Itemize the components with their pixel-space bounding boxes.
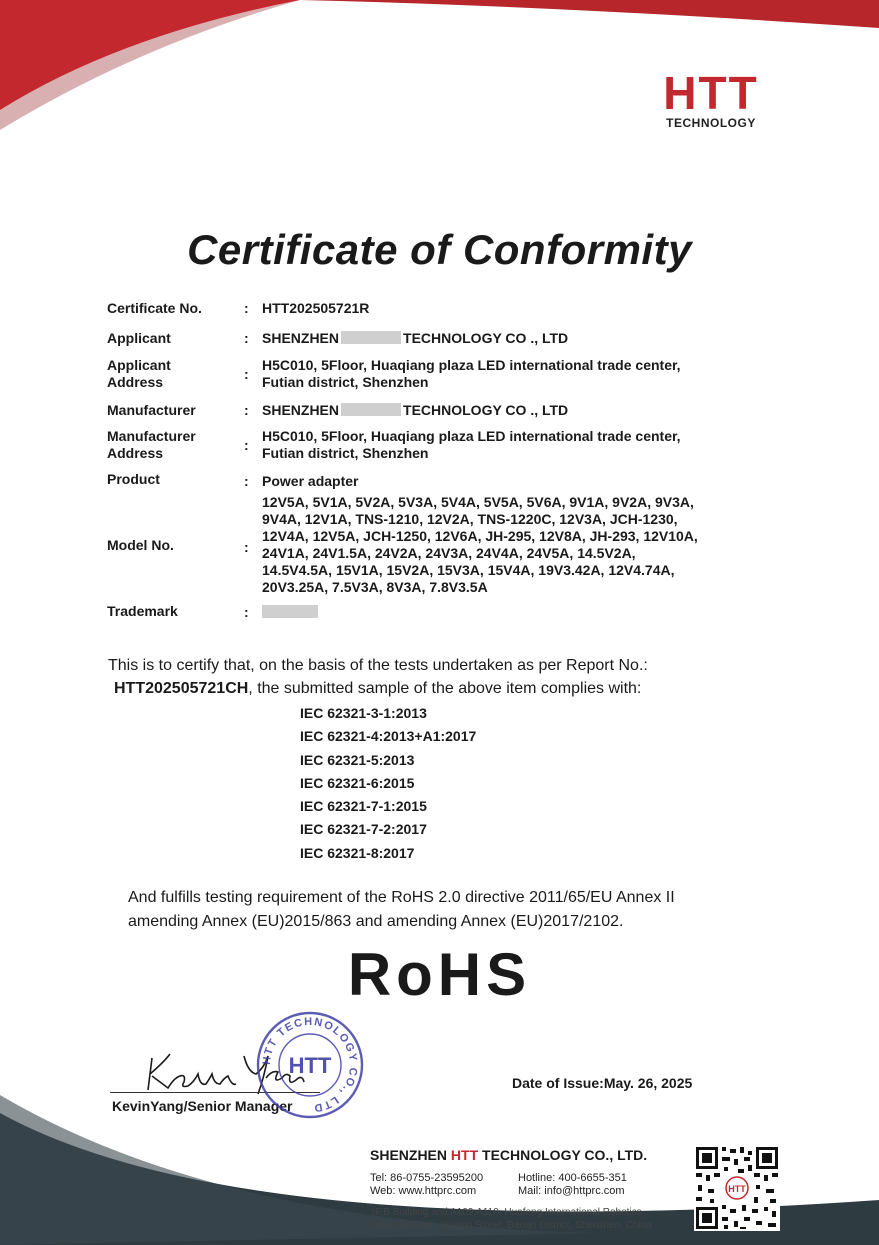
footer-hotline: Hotline: 400-6655-351 xyxy=(518,1172,627,1184)
standard-item: IEC 62321-3-1:2013 xyxy=(300,705,427,721)
footer-address-2: Industrial Park, Xixiang Street, Baoan District, Shenzhen, China xyxy=(370,1220,652,1231)
cert-no-value: HTT202505721R xyxy=(262,300,370,316)
colon: : xyxy=(244,402,249,418)
redaction-block xyxy=(341,331,401,344)
trademark-value xyxy=(262,604,762,621)
trademark-label: Trademark xyxy=(107,603,178,619)
redaction-block xyxy=(262,605,318,618)
label-line: Applicant xyxy=(107,357,171,373)
model-no-value xyxy=(262,494,762,596)
colon: : xyxy=(244,330,249,346)
company-stamp xyxy=(255,1010,365,1120)
standards-list xyxy=(300,702,476,865)
qr-code xyxy=(694,1145,780,1231)
logo-main-text: HTT xyxy=(663,67,759,119)
footer-tel: Tel: 86-0755-23595200 xyxy=(370,1172,484,1184)
address-line: H5C010, 5Floor, Huaqiang plaza LED international trade center, xyxy=(262,428,681,444)
signer-name: KevinYang/Senior Manager xyxy=(112,1098,293,1114)
qr-center-logo: HTT xyxy=(728,1184,746,1194)
standard-item: IEC 62321-7-2:2017 xyxy=(300,821,427,838)
applicant-suffix: TECHNOLOGY CO ., LTD xyxy=(403,330,569,346)
colon: : xyxy=(244,366,249,382)
rohs-logo: RoHS xyxy=(347,941,532,1008)
product-label: Product xyxy=(107,471,160,487)
manufacturer-address-value xyxy=(262,428,762,462)
product-value: Power adapter xyxy=(262,473,359,489)
certify-line-2 xyxy=(114,678,834,700)
rohs-line: And fulfills testing requirement of the RoHS 2.0 directive 2011/65/EU Annex II xyxy=(128,889,675,906)
standard-item: IEC 62321-8:2017 xyxy=(300,844,415,861)
footer-mail: Mail: info@httprc.com xyxy=(518,1185,625,1197)
stamp-ring-text: HTT TECHNOLOGY CO., LTD xyxy=(260,1015,360,1115)
standard-item: IEC 62321-4:2013+A1:2017 xyxy=(300,728,477,745)
label-line: Manufacturer xyxy=(107,428,196,444)
footer-company-name xyxy=(370,1146,647,1164)
redaction-block xyxy=(341,403,401,416)
applicant-value xyxy=(262,330,762,347)
footer-address-1: 1F,B Building and A109,A110, Huafeng International Robotics xyxy=(370,1207,642,1218)
model-line: 24V1A, 24V1.5A, 24V2A, 24V3A, 24V4A, 24V5A, 14.5V2A, xyxy=(262,545,636,561)
model-no-label: Model No. xyxy=(107,537,174,553)
logo-sub-text: TECHNOLOGY xyxy=(666,116,756,130)
address-line: H5C010, 5Floor, Huaqiang plaza LED international trade center, xyxy=(262,357,681,373)
standard-item: IEC 62321-7-1:2015 xyxy=(300,798,427,815)
issue-date: May. 26, 2025 xyxy=(603,1075,693,1091)
date-of-issue xyxy=(512,1074,692,1092)
label-line: Address xyxy=(107,374,164,390)
certify-line-1: This is to certify that, on the basis of the tests undertaken as per Report No.: xyxy=(108,657,648,674)
rohs-line: amending Annex (EU)2015/863 and amending Annex (EU)2017/2102. xyxy=(128,913,624,930)
rohs-statement xyxy=(128,886,768,934)
colon: : xyxy=(244,604,249,620)
applicant-address-value xyxy=(262,357,762,391)
model-line: 12V4A, 12V5A, JCH-1250, 12V6A, JH-295, 12V8A, JH-293, 12V10A, xyxy=(262,528,698,544)
label-line: Address xyxy=(107,445,164,461)
model-line: 14.5V4.5A, 15V1A, 15V2A, 15V3A, 15V4A, 19V3.42A, 12V4.74A, xyxy=(262,562,675,578)
issue-label: Date of Issue: xyxy=(512,1075,604,1091)
colon: : xyxy=(244,437,249,453)
standard-item: IEC 62321-6:2015 xyxy=(300,774,415,791)
htt-logo xyxy=(651,67,771,130)
manufacturer-value xyxy=(262,402,762,419)
company-prefix: SHENZHEN xyxy=(370,1147,451,1163)
manufacturer-suffix: TECHNOLOGY CO ., LTD xyxy=(403,402,569,418)
address-line: Futian district, Shenzhen xyxy=(262,445,429,461)
standard-item: IEC 62321-5:2013 xyxy=(300,751,415,768)
footer-web: Web: www.httprc.com xyxy=(370,1185,477,1197)
colon: : xyxy=(244,473,249,489)
address-line: Futian district, Shenzhen xyxy=(262,374,429,390)
cert-no-label: Certificate No. xyxy=(107,300,202,316)
company-htt: HTT xyxy=(450,1147,479,1163)
applicant-prefix: SHENZHEN xyxy=(262,330,340,346)
page-title: Certificate of Conformity xyxy=(187,226,692,273)
model-line: 9V4A, 12V1A, TNS-1210, 12V2A, TNS-1220C, 12V3A, JCH-1230, xyxy=(262,511,678,527)
certify-line-2-rest: , the submitted sample of the above item complies with: xyxy=(248,680,642,697)
manufacturer-address-label xyxy=(107,428,196,462)
manufacturer-label: Manufacturer xyxy=(107,402,196,418)
manufacturer-prefix: SHENZHEN xyxy=(262,402,340,418)
stamp-center-text: HTT xyxy=(288,1053,332,1078)
colon: : xyxy=(244,300,249,316)
applicant-label: Applicant xyxy=(107,330,171,346)
colon: : xyxy=(244,539,249,555)
model-line: 12V5A, 5V1A, 5V2A, 5V3A, 5V4A, 5V5A, 5V6A, 9V1A, 9V2A, 9V3A, xyxy=(262,494,694,510)
report-no: HTT202505721CH xyxy=(114,680,249,697)
applicant-address-label xyxy=(107,357,171,391)
company-suffix: TECHNOLOGY CO., LTD. xyxy=(478,1147,648,1163)
model-line: 20V3.25A, 7.5V3A, 8V3A, 7.8V3.5A xyxy=(262,579,488,595)
